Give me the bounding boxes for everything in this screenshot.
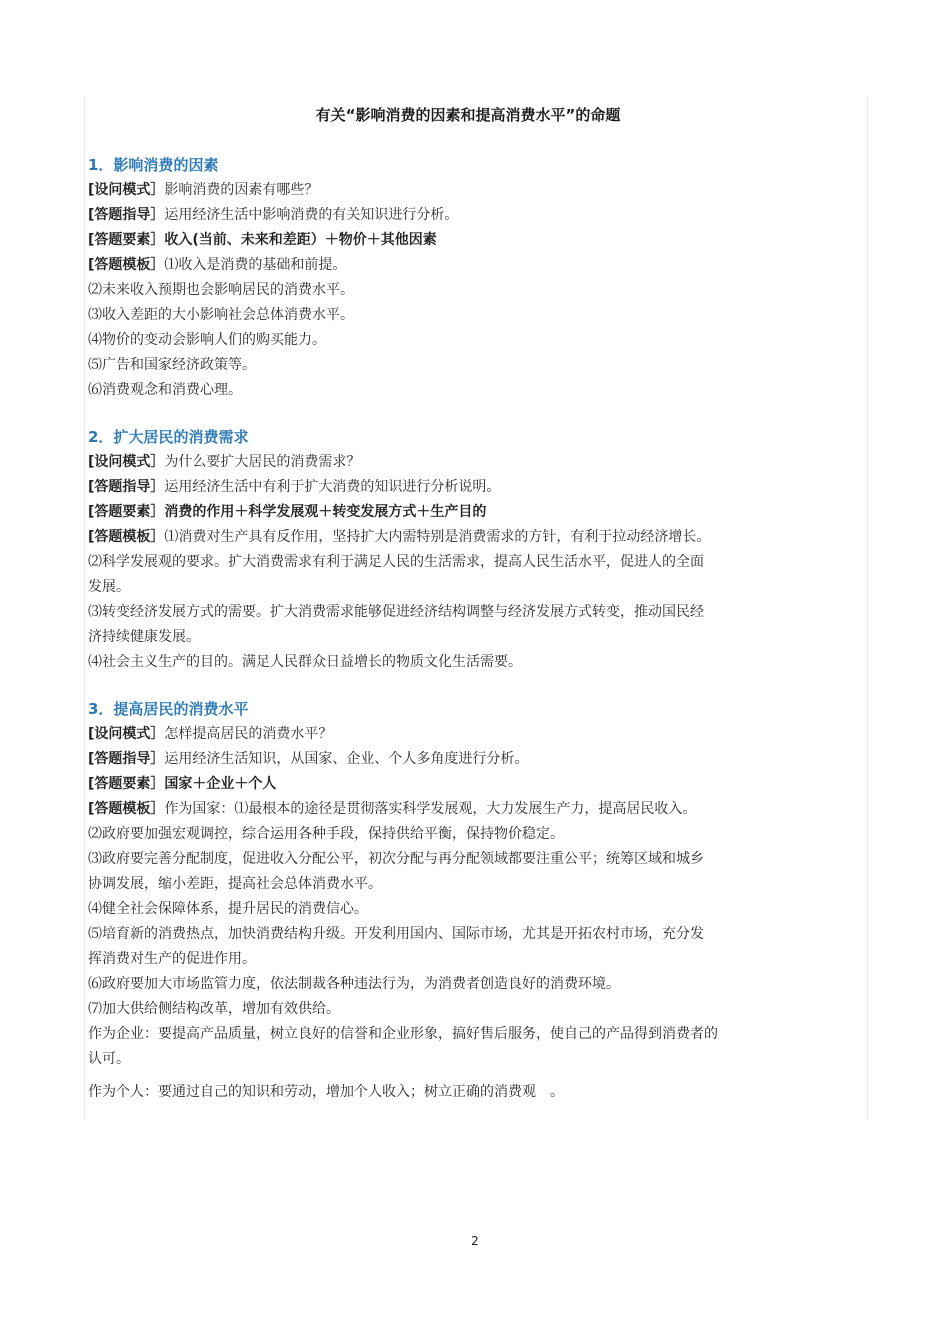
template-line: [答题模板］⑴消费对生产具有反作用，坚持扩大内需特别是消费需求的方针，有利于拉动经济增长。 (88, 529, 711, 545)
template-item: ⑶收入差距的大小影响社会总体消费水平。 (88, 307, 354, 323)
template-item: ⑷物价的变动会影响人们的购买能力。 (88, 332, 326, 348)
section-3 (88, 697, 848, 1105)
template-item: 济持续健康发展。 (88, 629, 200, 645)
template-item: ⑶转变经济发展方式的需要。扩大消费需求能够促进经济结构调整与经济发展方式转变，推动国民经 (88, 604, 704, 620)
template-item: ⑵政府要加强宏观调控，综合运用各种手段，保持供给平衡，保持物价稳定。 (88, 826, 564, 842)
question-line: [设问模式］为什么要扩大居民的消费需求？ (88, 454, 361, 470)
template-item: ⑵未来收入预期也会影响居民的消费水平。 (88, 282, 354, 298)
page-number: 2 (471, 1234, 479, 1248)
document-title: 有关“影响消费的因素和提高消费水平”的命题 (315, 106, 621, 124)
template-item: ⑶政府要完善分配制度，促进收入分配公平，初次分配与再分配领域都要注重公平；统筹区域和城乡 (88, 851, 704, 867)
template-item: 认可。 (88, 1051, 130, 1067)
template-item: 协调发展，缩小差距，提高社会总体消费水平。 (88, 876, 382, 892)
section-heading: 3．提高居民的消费水平 (88, 700, 249, 718)
template-item: ⑹消费观念和消费心理。 (88, 382, 242, 398)
section-1 (88, 153, 848, 403)
template-line: [答题模板］作为国家：⑴最根本的途径是贯彻落实科学发展观，大力发展生产力，提高居民收入。 (88, 801, 697, 817)
template-item: 挥消费对生产的促进作用。 (88, 951, 256, 967)
section-2 (88, 425, 848, 675)
template-line: [答题模板］⑴收入是消费的基础和前提。 (88, 257, 347, 273)
section-heading: 2．扩大居民的消费需求 (88, 428, 249, 446)
template-item: ⑷社会主义生产的目的。满足人民群众日益增长的物质文化生活需要。 (88, 654, 522, 670)
question-line: [设问模式］怎样提高居民的消费水平？ (88, 726, 333, 742)
guide-line: [答题指导］运用经济生活知识，从国家、企业、个人多角度进行分析。 (88, 751, 529, 767)
elements-line: [答题要素］收入(当前、未来和差距）＋物价＋其他因素 (88, 232, 437, 248)
template-item: ⑺加大供给侧结构改革，增加有效供给。 (88, 1001, 340, 1017)
elements-line: [答题要素］国家＋企业＋个人 (88, 776, 277, 792)
template-item: 发展。 (88, 579, 130, 595)
question-line: [设问模式］影响消费的因素有哪些？ (88, 182, 319, 198)
template-item: ⑷健全社会保障体系，提升居民的消费信心。 (88, 901, 368, 917)
final-line: 作为个人：要通过自己的知识和劳动，增加个人收入；树立正确的消费观 。 (88, 1084, 564, 1100)
template-item: ⑵科学发展观的要求。扩大消费需求有利于满足人民的生活需求，提高人民生活水平，促进人的全面 (88, 554, 704, 570)
elements-line: [答题要素］消费的作用＋科学发展观＋转变发展方式＋生产目的 (88, 504, 487, 520)
template-item: ⑸培育新的消费热点，加快消费结构升级。开发利用国内、国际市场，尤其是开拓农村市场，充分发 (88, 926, 704, 942)
guide-line: [答题指导］运用经济生活中影响消费的有关知识进行分析。 (88, 207, 459, 223)
template-item: ⑸广告和国家经济政策等。 (88, 357, 256, 373)
guide-line: [答题指导］运用经济生活中有利于扩大消费的知识进行分析说明。 (88, 479, 501, 495)
template-item: ⑹政府要加大市场监管力度，依法制裁各种违法行为，为消费者创造良好的消费环境。 (88, 976, 620, 992)
section-heading: 1．影响消费的因素 (88, 156, 219, 174)
template-item: 作为企业：要提高产品质量，树立良好的信誉和企业形象，搞好售后服务，使自己的产品得到消费者的 (88, 1026, 718, 1042)
document-body (88, 100, 848, 1127)
spacer (88, 1072, 848, 1080)
